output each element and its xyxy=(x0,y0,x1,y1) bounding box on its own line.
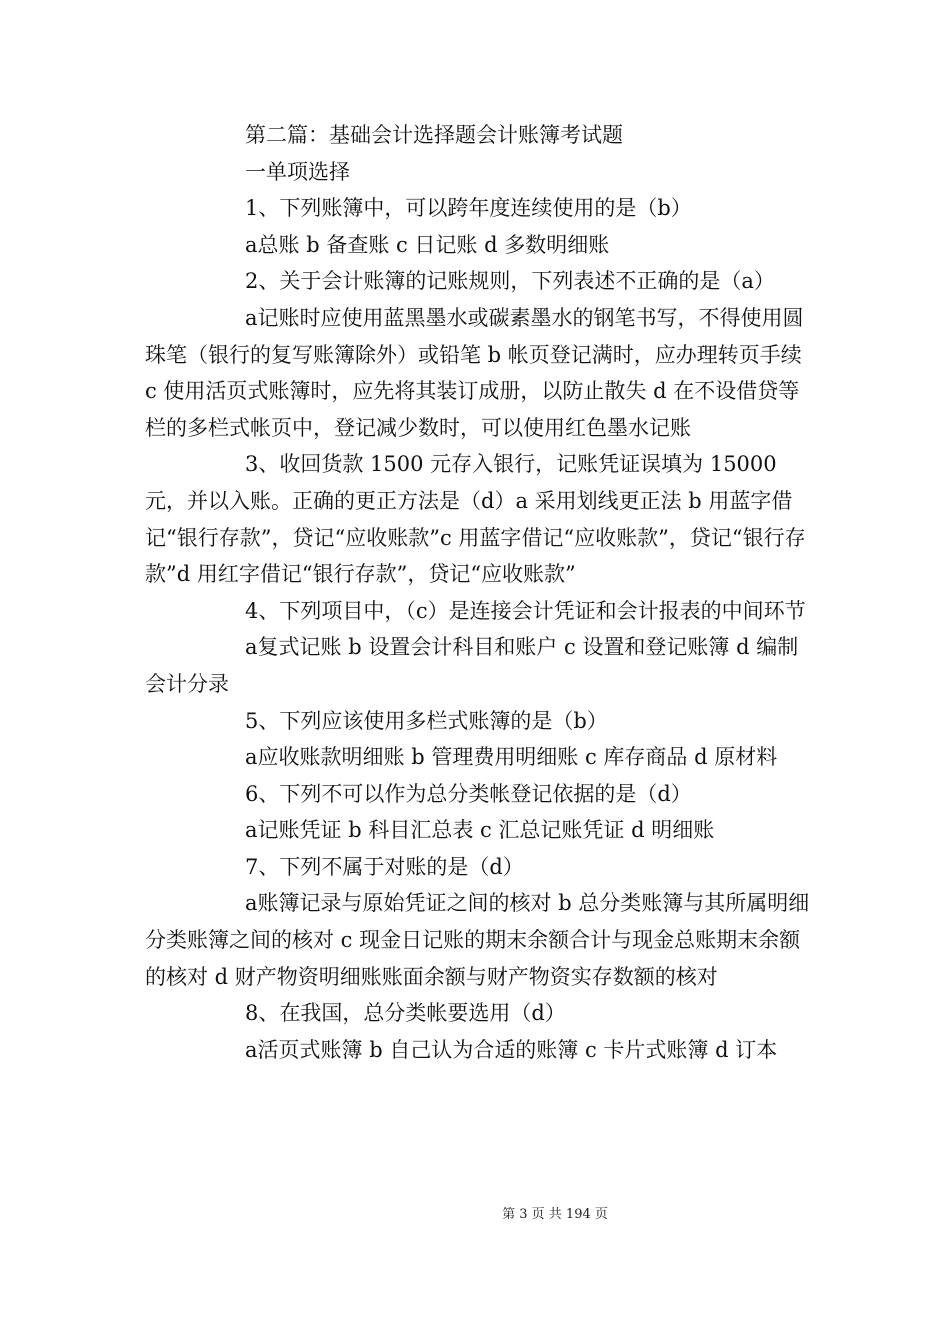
options-1: a总账 b 备查账 c 日记账 d 多数明细账 xyxy=(245,232,610,257)
options-8: a活页式账簿 b 自己认为合适的账簿 c 卡片式账簿 d 订本 xyxy=(245,1037,778,1062)
document-title: 第二篇：基础会计选择题会计账簿考试题 xyxy=(245,123,623,147)
question-7: 7、下列不属于对账的是（d） xyxy=(245,854,524,879)
document-body xyxy=(145,117,811,1068)
section-heading: 一单项选择 xyxy=(245,159,350,184)
options-2: a记账时应使用蓝黑墨水或碳素墨水的钢笔书写，不得使用圆珠笔（银行的复写账簿除外）或铅笔 b 帐页登记满时，应办理转页手续 c 使用活页式账簿时，应先将其装订成册，以防止散失 d 在不设借贷等栏的多栏式帐页中，登记减少数时，可以使用红色墨水记账 xyxy=(145,305,804,440)
question-2: 2、关于会计账簿的记账规则，下列表述不正确的是（a） xyxy=(245,269,775,294)
question-5: 5、下列应该使用多栏式账簿的是（b） xyxy=(245,708,608,733)
page-footer: 第 3 页 共 194 页 xyxy=(502,1207,608,1222)
options-4: a复式记账 b 设置会计科目和账户 c 设置和登记账簿 d 编制会计分录 xyxy=(145,635,799,696)
options-5: a应收账款明细账 b 管理费用明细账 c 库存商品 d 原材料 xyxy=(245,745,778,770)
question-4: 4、下列项目中，（c）是连接会计凭证和会计报表的中间环节 xyxy=(245,598,806,623)
question-1: 1、下列账簿中，可以跨年度连续使用的是（b） xyxy=(245,196,692,221)
question-6: 6、下列不可以作为总分类帐登记依据的是（d） xyxy=(245,781,692,806)
options-6: a记账凭证 b 科目汇总表 c 汇总记账凭证 d 明细账 xyxy=(245,818,715,843)
question-8: 8、在我国，总分类帐要选用（d） xyxy=(245,1001,566,1026)
options-7: a账簿记录与原始凭证之间的核对 b 总分类账簿与其所属明细分类账簿之间的核对 c 现金日记账的期末余额合计与现金总账期末余额的核对 d 财产物资明细账账面余额与财产物资实存数额的核对 xyxy=(145,891,810,989)
question-3: 3、收回货款 1500 元存入银行，记账凭证误填为 15000 元，并以入账。正确的更正方法是（d）a 采用划线更正法 b 用蓝字借记“银行存款”，贷记“应收账款”c 用蓝字借记“应收账款”，贷记“银行存款”d 用红字借记“银行存款”，贷记“应收账款” xyxy=(145,452,806,587)
